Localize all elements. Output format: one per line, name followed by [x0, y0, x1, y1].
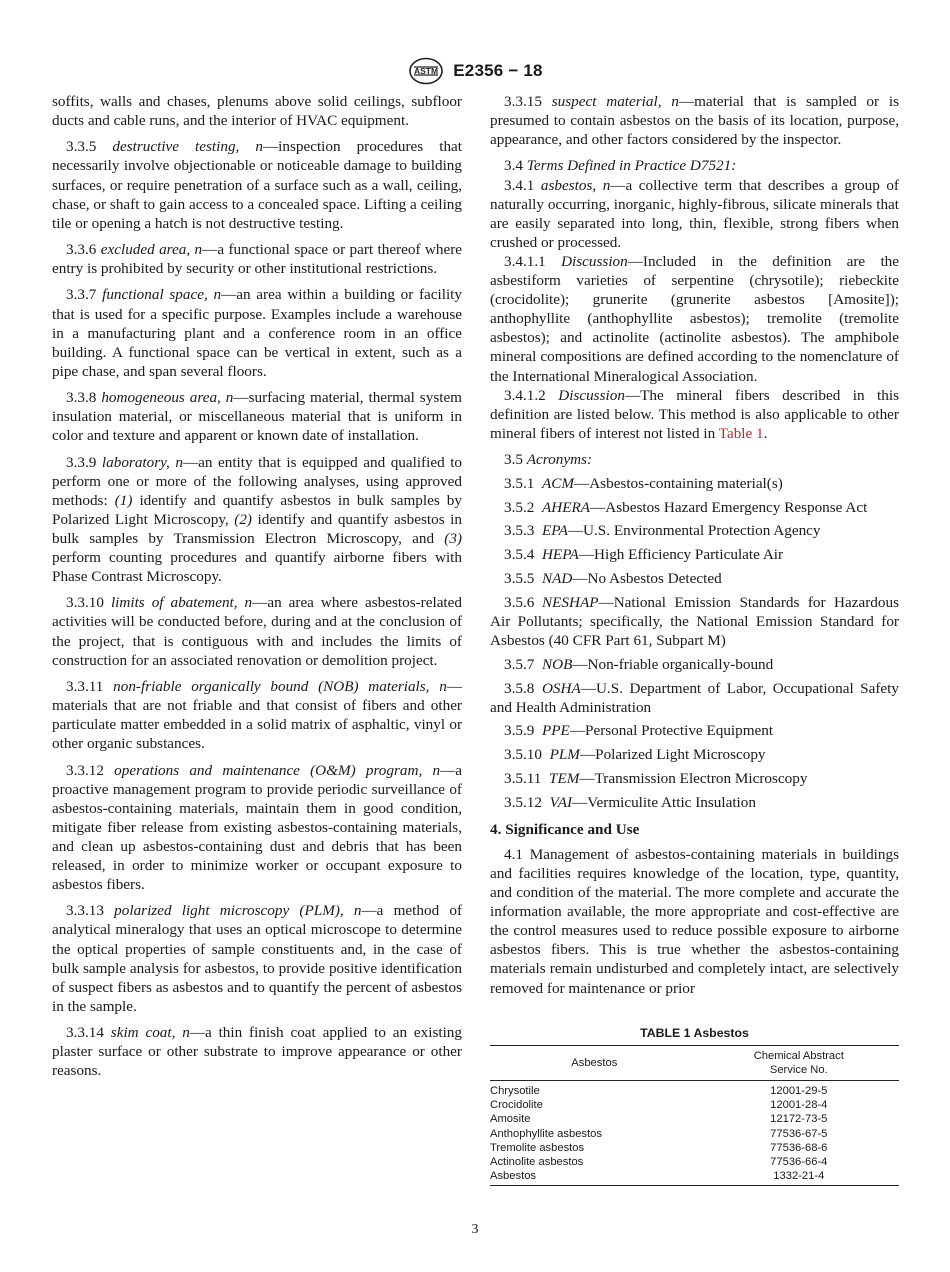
svg-text:ASTM: ASTM [414, 66, 439, 77]
definition-3-3-5: 3.3.5 destructive testing, n—inspection procedures that necessarily involve objectionable or noticeable damage to building surfaces, or require penetration of a surface such as a wall, ceiling, chase, or shaft to gain access to a concealed space. Lifting a ceiling tile or opening a hatch is not destructive testing. [52, 138, 462, 232]
acronym-item: 3.5.7 NOB—Non-friable organically-bound [504, 655, 774, 673]
definition-3-3-13: 3.3.13 polarized light microscopy (PLM), n—a method of analytical mineralogy that uses an optical microscope to determine the optical properties of sample constituents and, in the case of bulk sample analysis for asbestos, to provide positive identification of suspect fibers as asbestos and to quantify the percent of asbestos in the sample. [52, 902, 462, 1015]
acronym-item: 3.5.12 VAI—Vermiculite Attic Insulation [504, 793, 756, 811]
table-row [490, 1155, 899, 1169]
discussion-3-4-1-1: 3.4.1.1 Discussion—Included in the definition are the asbestiform varieties of serpentine (chrysotile); riebeckite (crocidolite); grunerite (grunerite asbestos [Amosite]); anthophyllite (anthophyllite asbestos); tremolite (tremolite asbestos); and actinolite (actinolite asbestos). The amphibole mineral compositions are defined according to the nomenclature of the International Mineralogical Association. [490, 252, 900, 385]
acronym-item: 3.5.10 PLM—Polarized Light Microscopy [504, 746, 766, 764]
acronym-item: 3.5.11 TEM—Transmission Electron Microscopy [504, 769, 808, 787]
table-1-link[interactable]: Table 1 [718, 424, 764, 442]
acronym-item: 3.5.4 HEPA—High Efficiency Particulate Air [504, 546, 784, 564]
definition-3-3-11: 3.3.11 non-friable organically bound (NOB) materials, n—materials that are not friable and that consist of fibers and other particulate matter embedded in a solid matrix of asphaltic, vinyl or other organic substances. [52, 677, 462, 753]
discussion-3-4-1-2: 3.4.1.2 Discussion—The mineral fibers described in this definition are listed below. This method is also applicable to other mineral fibers of interest not listed in Table 1. [490, 386, 900, 442]
column-header-asbestos: Asbestos [490, 1046, 699, 1081]
definition-3-3-6: 3.3.6 excluded area, n—a functional space or part thereof where entry is prohibited by security or other institutional restrictions. [52, 241, 462, 278]
acronym-item: 3.5.9 PPE—Personal Protective Equipment [504, 722, 774, 740]
table-row [490, 1127, 899, 1141]
mineral-name-cell: Tremolite asbestos [490, 1141, 585, 1154]
acronym-item: 3.5.2 AHERA—Asbestos Hazard Emergency Response Act [504, 498, 868, 516]
table-row [490, 1081, 899, 1099]
acronym-item: 3.5.3 EPA—U.S. Environmental Protection Agency [504, 522, 821, 540]
cas-number-cell: 12001-28-4 [770, 1099, 828, 1112]
table-1-caption: TABLE 1 Asbestos [640, 1026, 749, 1040]
cas-number-cell: 12001-29-5 [770, 1085, 828, 1097]
paragraph-4-1: 4.1 Management of asbestos-containing materials in buildings and facilities requires knowledge of the location, type, quantity, and condition of the material. The more complete and accurate the information available, the more appropriate and cost-effective are the control measures used to reduce possible exposure to airborne asbestos fibers. This is true whether the asbestos-containing materials remain undisturbed and completely intact, are selectively removed for maintenance or prior [490, 845, 899, 997]
cas-number-cell: 77536-68-6 [770, 1141, 828, 1154]
asbestos-table [490, 1045, 899, 1186]
acronym-item: 3.5.1 ACM—Asbestos-containing material(s) [504, 474, 783, 492]
acronym-item: 3.5.6 NESHAP—National Emission Standards for Hazardous Air Pollutants; specifically, the National Emission Standard for Asbestos (40 CFR Part 61, Subpart M) [490, 593, 899, 649]
table-row [490, 1169, 899, 1186]
astm-logo-icon [407, 57, 445, 85]
heading-3-5: 3.5 Acronyms: [504, 451, 593, 469]
definition-3-4-1: 3.4.1 asbestos, n—a collective term that describes a group of naturally occurring, inorganic, highly-fibrous, silicate minerals that are easily separated into long, thin, flexible, strong fibers when crushed or processed. [490, 176, 899, 251]
acronym-list [490, 474, 899, 812]
cas-number-cell: 77536-67-5 [770, 1127, 828, 1140]
definition-3-3-14: 3.3.14 skim coat, n—a thin finish coat applied to an existing plaster surface or other substrate to improve appearance or other reasons. [52, 1024, 462, 1080]
definition-3-3-7: 3.3.7 functional space, n—an area within a building or facility that is used for a specific purpose. Examples include a warehouse in a manufacturing plant and a conference room in an office building. A functional space can be vertical in extent, such as a pipe chase, and span several floors. [52, 286, 462, 380]
left-column [52, 92, 462, 1088]
mineral-name-cell: Amosite [490, 1113, 531, 1126]
mineral-name-cell: Crocidolite [490, 1099, 543, 1112]
mineral-name-cell: Actinolite asbestos [490, 1156, 584, 1169]
right-column [490, 92, 899, 1005]
mineral-name-cell: Anthophyllite asbestos [490, 1127, 602, 1140]
cas-number-cell: 1332-21-4 [773, 1170, 825, 1183]
table-row [490, 1141, 899, 1155]
column-header-cas-number: Chemical Abstract Service No. [699, 1046, 899, 1081]
definition-3-3-9: 3.3.9 laboratory, n—an entity that is equipped and qualified to perform one or more of the following analyses, using approved methods: (1) identify and quantify asbestos in bulk samples by Polarized Light Microscopy, (2) identify and quantify asbestos in bulk samples by Transmission Electron Microscopy, and (3) perform counting procedures and quantify airborne fibers with Phase Contrast Microscopy. [52, 453, 463, 586]
paragraph-3-3-4-continued: soffits, walls and chases, plenums above solid ceilings, subfloor ducts and cable runs, and the interior of HVAC equipment. [52, 93, 462, 130]
acronym-item: 3.5.5 NAD—No Asbestos Detected [504, 569, 722, 587]
document-designation: E2356 − 18 [453, 61, 543, 80]
definition-3-3-15: 3.3.15 suspect material, n—material that is sampled or is presumed to contain asbestos on the basis of its location, purpose, appearance, and other factors considered by the inspector. [490, 93, 899, 149]
definition-3-3-12: 3.3.12 operations and maintenance (O&M) program, n—a proactive management program to provide periodic surveillance of asbestos-containing materials, maintain them in good condition, mitigate fiber release from existing asbestos-containing materials, and clean up asbestos-containing dust and debris that has been released, in order to minimize worker or occupant exposure to asbestos fibers. [52, 761, 462, 894]
definition-3-3-8: 3.3.8 homogeneous area, n—surfacing material, thermal system insulation material, or miscellaneous material that is uniform in color and texture and apparent or known date of installation. [52, 389, 462, 445]
page-number: 3 [471, 1222, 479, 1237]
table-1 [490, 1026, 899, 1186]
table-row [490, 1098, 899, 1112]
definition-3-3-10: 3.3.10 limits of abatement, n—an area where asbestos-related activities will be conducted before, during and at the conclusion of the project, that is contiguous with and includes the limits of construction for an associated renovation or demolition project. [52, 594, 462, 669]
section-4-heading: 4. Significance and Use [490, 820, 640, 838]
acronym-item: 3.5.8 OSHA—U.S. Department of Labor, Occupational Safety and Health Administration [490, 679, 899, 716]
page-header [0, 56, 950, 86]
heading-3-4: 3.4 Terms Defined in Practice D7521: [504, 157, 737, 175]
cas-number-cell: 77536-66-4 [770, 1156, 828, 1169]
mineral-name-cell: Chrysotile [490, 1085, 540, 1097]
cas-number-cell: 12172-73-5 [770, 1113, 828, 1126]
mineral-name-cell: Asbestos [490, 1170, 537, 1183]
table-row [490, 1112, 899, 1126]
